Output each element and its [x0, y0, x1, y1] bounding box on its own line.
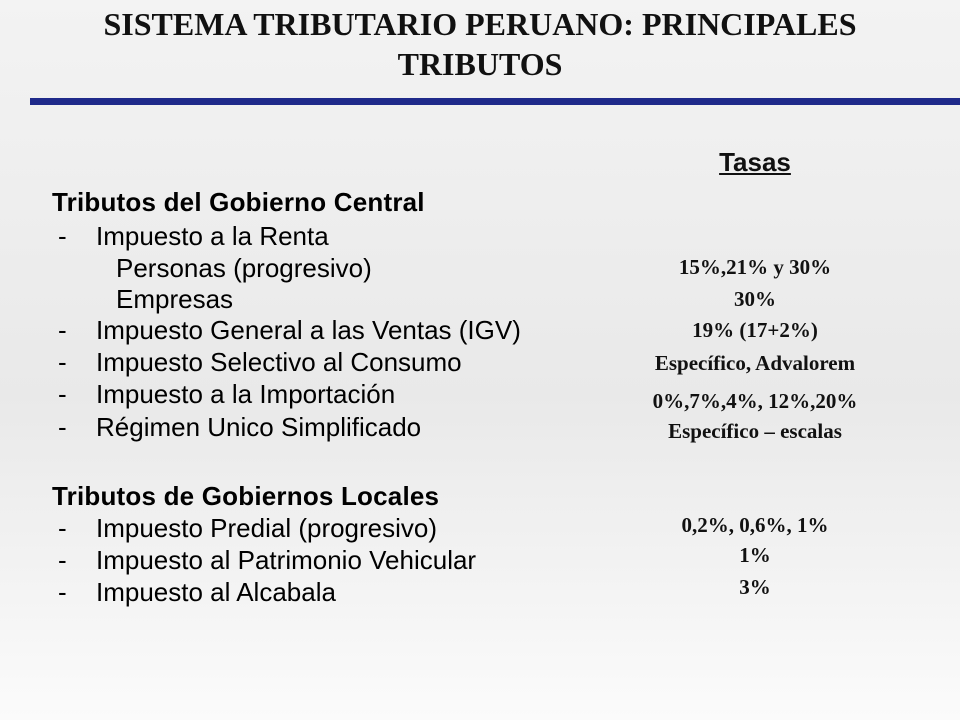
list-item-label: Régimen Unico Simplificado — [96, 412, 422, 442]
list-item-label: Impuesto General a las Ventas (IGV) — [96, 315, 521, 345]
list-item-label: Impuesto Selectivo al Consumo — [96, 347, 462, 377]
bullet-dash: - — [58, 545, 67, 575]
rate-import: 0%,7%,4%, 12%,20% — [652, 389, 858, 413]
slide-title — [0, 4, 960, 84]
rate-rus: Específico – escalas — [668, 419, 842, 443]
bullet-dash: - — [58, 513, 67, 543]
list-item-label: Impuesto Predial (progresivo) — [96, 513, 438, 543]
list-item-label: Impuesto a la Importación — [96, 379, 396, 409]
rate-alcabala: 3% — [739, 575, 771, 599]
rates-column-header: Tasas — [719, 147, 791, 177]
list-item-label: Impuesto a la Renta — [96, 221, 329, 251]
slide-title-line-1: SISTEMA TRIBUTARIO PERUANO: PRINCIPALES — [103, 6, 857, 42]
central-government-heading: Tributos del Gobierno Central — [52, 187, 425, 217]
slide-title-line-2: TRIBUTOS — [397, 46, 563, 82]
bullet-dash: - — [58, 221, 67, 251]
list-subitem-label: Personas (progresivo) — [116, 253, 372, 283]
local-government-heading: Tributos de Gobiernos Locales — [52, 481, 440, 511]
rate-property: 0,2%, 0,6%, 1% — [681, 513, 829, 537]
rate-selective-consumption: Específico, Advalorem — [654, 351, 856, 375]
title-underline-rule — [30, 98, 960, 105]
bullet-dash: - — [58, 379, 67, 409]
rate-igv: 19% (17+2%) — [692, 318, 818, 342]
bullet-dash: - — [58, 347, 67, 377]
bullet-dash: - — [58, 412, 67, 442]
list-subitem-label: Empresas — [116, 284, 234, 314]
rate-income-persons: 15%,21% y 30% — [678, 255, 832, 279]
list-item-label: Impuesto al Patrimonio Vehicular — [96, 545, 477, 575]
list-item-label: Impuesto al Alcabala — [96, 577, 336, 607]
bullet-dash: - — [58, 577, 67, 607]
rate-income-companies: 30% — [734, 287, 776, 311]
rate-vehicle: 1% — [739, 543, 771, 567]
bullet-dash: - — [58, 315, 67, 345]
